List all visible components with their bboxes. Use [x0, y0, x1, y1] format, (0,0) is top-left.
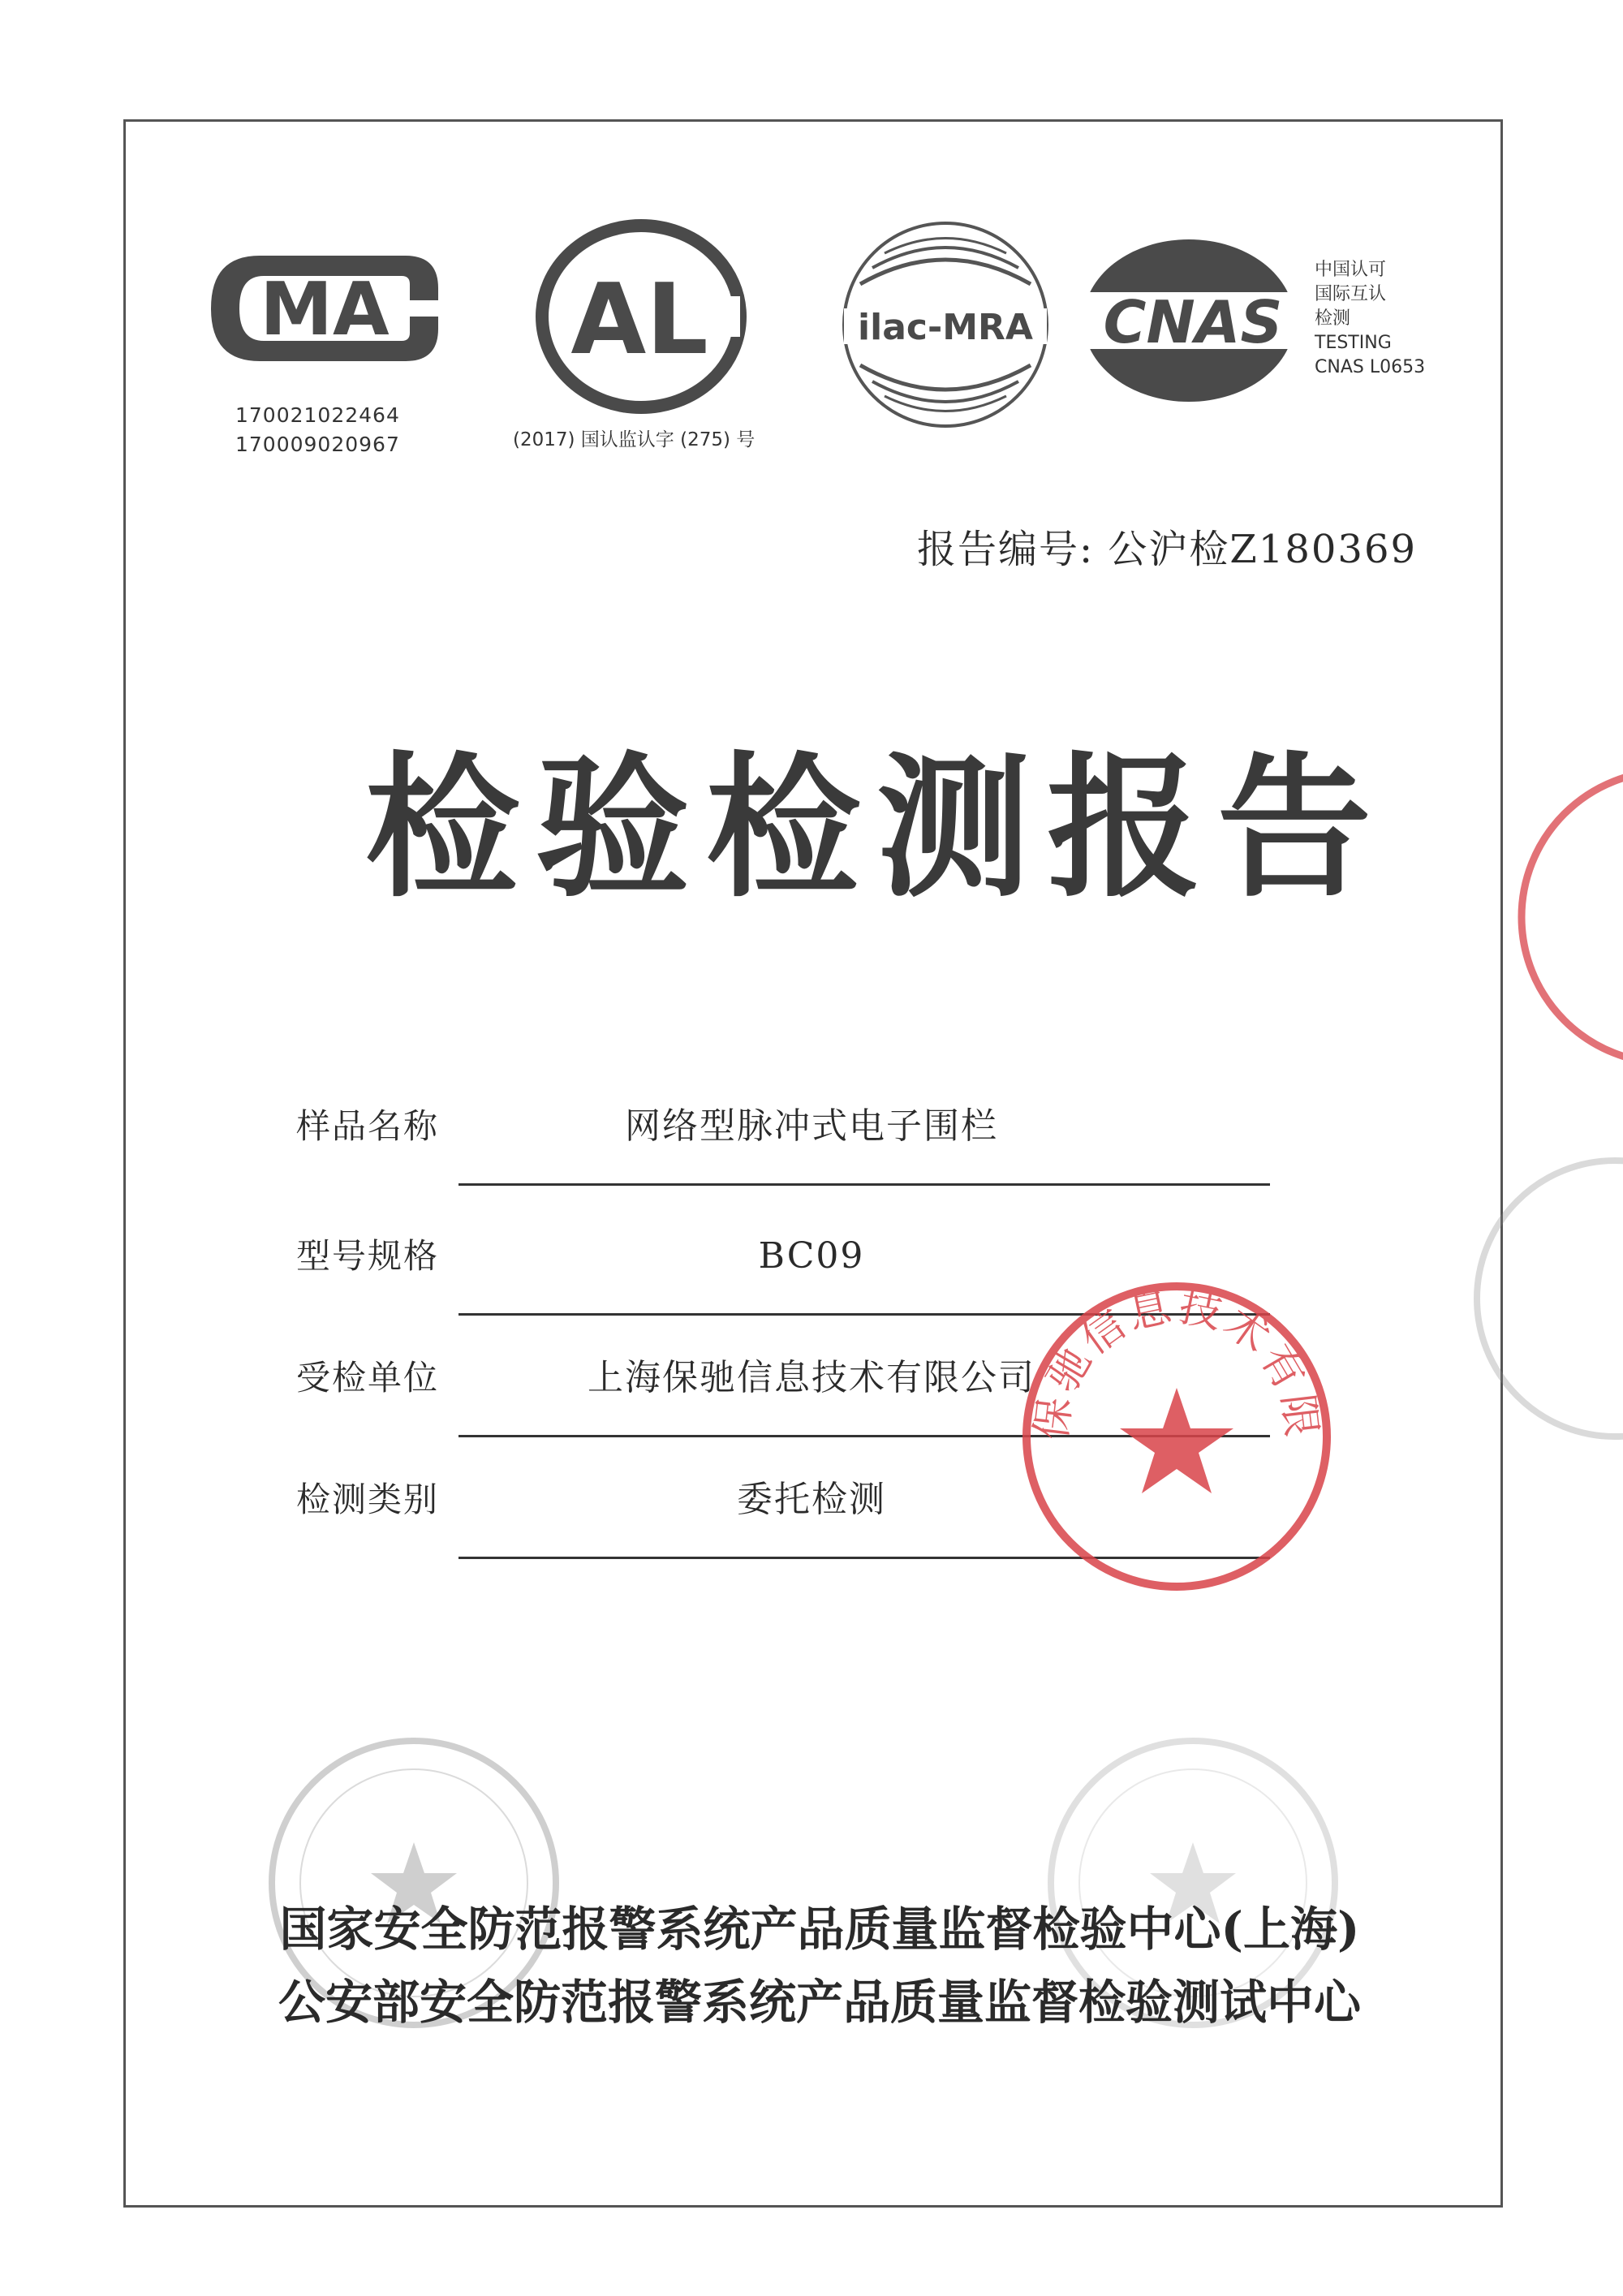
cal-logo	[536, 219, 747, 414]
ilac-mra-logo	[836, 219, 1055, 430]
report-number: 报告编号: 公沪检Z180369	[917, 527, 1418, 572]
svg-text:ilac-MRA: ilac-MRA	[858, 307, 1033, 348]
field-label: 检测类别	[296, 1480, 440, 1519]
cma-code-1: 170021022464	[235, 403, 400, 427]
company-seal	[1014, 1274, 1339, 1602]
field-value: 上海保驰信息技术有限公司	[588, 1357, 1035, 1398]
svg-text:MA: MA	[260, 267, 390, 352]
cma-code-2: 170009020967	[235, 433, 400, 456]
field-label: 型号规格	[296, 1236, 440, 1276]
cnas-caption-2: 国际互认	[1315, 284, 1387, 304]
cnas-caption-4: TESTING	[1315, 333, 1392, 353]
cma-logo	[203, 243, 446, 373]
field-value: 委托检测	[737, 1479, 886, 1520]
edge-seal	[1509, 763, 1623, 1075]
underline	[458, 1183, 1270, 1186]
cnas-caption-1: 中国认可	[1315, 260, 1387, 280]
cal-code: (2017) 国认监认字 (275) 号	[513, 429, 756, 450]
issuer-line-2: 公安部安全防范报警系统产品质量监督检验测试中心	[278, 1975, 1361, 2030]
faded-seal-edge	[1461, 1152, 1623, 1448]
svg-text:AL: AL	[570, 264, 708, 377]
cnas-caption	[1315, 258, 1444, 380]
svg-text:上海保驰信息技术有限公司: 保驰信息技术有限	[1027, 1282, 1327, 1443]
field-label: 受检单位	[296, 1358, 440, 1398]
report-title: 检验检测报告	[365, 737, 1388, 918]
field-label: 样品名称	[296, 1106, 440, 1146]
cnas-caption-3: 检测	[1315, 308, 1351, 329]
cnas-caption-5: CNAS L0653	[1315, 357, 1426, 377]
cma-codes	[235, 401, 446, 459]
issuer-line-1: 国家安全防范报警系统产品质量监督检验中心(上海)	[279, 1902, 1360, 1957]
cnas-logo	[1079, 235, 1307, 406]
field-sample-name	[296, 1102, 1270, 1167]
field-value: BC09	[758, 1235, 865, 1277]
svg-text:CNAS: CNAS	[1103, 288, 1283, 356]
field-value: 网络型脉冲式电子围栏	[625, 1105, 998, 1147]
